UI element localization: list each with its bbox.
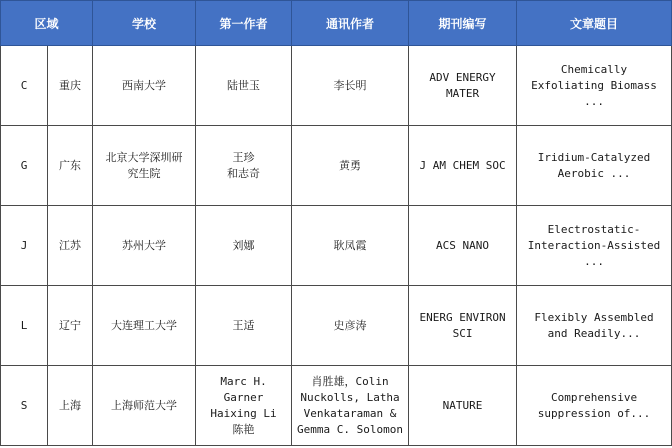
cell-school: [93, 366, 196, 446]
cell-region-letter: C: [1, 46, 48, 126]
cell-journal: [409, 46, 517, 126]
header-corresponding-author: 通讯作者: [292, 1, 409, 46]
cell-school-line: 苏州大学: [122, 238, 167, 252]
cell-first-author-line: 陆世玉: [227, 78, 261, 92]
cell-journal-line: ENERG ENVIRON: [419, 310, 506, 324]
cell-corresponding-author-line: 黄勇: [339, 158, 362, 172]
cell-school: [93, 126, 196, 206]
cell-article-title-line: Iridium-Catalyzed: [537, 150, 651, 164]
cell-journal-line: MATER: [445, 86, 480, 100]
header-row: [1, 1, 672, 46]
cell-journal-line: SCI: [452, 326, 473, 340]
cell-region-letter: L: [1, 286, 48, 366]
table-row: [1, 206, 672, 286]
cell-first-author: [196, 286, 292, 366]
cell-first-author: [196, 46, 292, 126]
cell-first-author: [196, 206, 292, 286]
cell-corresponding-author-line: Venkataraman &: [303, 406, 397, 420]
cell-school-line: 上海师范大学: [111, 398, 178, 412]
cell-article-title-line: Comprehensive: [550, 390, 638, 404]
header-school: 学校: [93, 1, 196, 46]
cell-first-author-line: 刘娜: [232, 238, 255, 252]
cell-article-title: [517, 366, 672, 446]
cell-province: 江苏: [48, 206, 93, 286]
cell-corresponding-author: [292, 126, 409, 206]
table-row: [1, 126, 672, 206]
cell-journal: [409, 366, 517, 446]
cell-province: 重庆: [48, 46, 93, 126]
cell-school-line: 究生院: [127, 166, 161, 180]
cell-corresponding-author: [292, 286, 409, 366]
cell-first-author: [196, 126, 292, 206]
cell-first-author: [196, 366, 292, 446]
cell-article-title: [517, 46, 672, 126]
cell-article-title-line: Flexibly Assembled: [534, 310, 654, 324]
cell-corresponding-author: [292, 46, 409, 126]
table-body: [1, 46, 672, 446]
cell-first-author-line: Marc H.: [220, 374, 267, 388]
cell-corresponding-author-line: 耿凤霞: [333, 238, 367, 252]
cell-corresponding-author-line: 李长明: [333, 78, 367, 92]
cell-school: [93, 46, 196, 126]
cell-article-title: [517, 286, 672, 366]
cell-journal: [409, 126, 517, 206]
cell-article-title-line: Chemically: [560, 62, 628, 76]
cell-first-author-line: 王适: [232, 318, 255, 332]
cell-region-letter: G: [1, 126, 48, 206]
table-row: [1, 286, 672, 366]
cell-region-letter: J: [1, 206, 48, 286]
cell-school: [93, 286, 196, 366]
header-article-title: 文章题目: [517, 1, 672, 46]
cell-article-title-line: ...: [584, 94, 604, 108]
cell-article-title: [517, 206, 672, 286]
cell-article-title-line: suppression of...: [537, 406, 651, 420]
cell-journal: [409, 206, 517, 286]
cell-corresponding-author: [292, 366, 409, 446]
cell-province: 辽宁: [48, 286, 93, 366]
cell-school: [93, 206, 196, 286]
table-row: [1, 46, 672, 126]
cell-province: 上海: [48, 366, 93, 446]
cell-region-letter: S: [1, 366, 48, 446]
cell-first-author-line: Haixing Li: [210, 406, 277, 420]
table-row: [1, 366, 672, 446]
cell-article-title-line: Interaction-Assisted: [527, 238, 661, 252]
cell-article-title-line: Aerobic ...: [557, 166, 631, 180]
cell-article-title: [517, 126, 672, 206]
table-header: [1, 1, 672, 46]
header-region: 区域: [1, 1, 93, 46]
cell-first-author-line: Garner: [223, 390, 264, 404]
cell-corresponding-author-line: 史彦涛: [333, 318, 367, 332]
header-journal: 期刊编写: [409, 1, 517, 46]
cell-journal-line: ACS NANO: [436, 238, 489, 252]
cell-corresponding-author-line: Nuckolls, Latha: [300, 390, 400, 404]
cell-first-author-line: 王珍: [232, 150, 255, 164]
cell-journal-line: J AM CHEM SOC: [419, 158, 506, 172]
cell-article-title-line: Exfoliating Biomass: [531, 78, 657, 92]
cell-article-title-line: Electrostatic-: [547, 222, 641, 236]
cell-journal: [409, 286, 517, 366]
cell-article-title-line: ...: [584, 254, 604, 268]
cell-journal-line: NATURE: [442, 398, 483, 412]
cell-corresponding-author-line: 肖胜雄，Colin: [311, 374, 389, 388]
cell-school-line: 北京大学深圳研: [105, 150, 183, 164]
cell-corresponding-author: [292, 206, 409, 286]
cell-article-title-line: and Readily...: [547, 326, 641, 340]
cell-school-line: 大连理工大学: [111, 318, 178, 332]
cell-first-author-line: 和志奇: [227, 166, 261, 180]
cell-corresponding-author-line: Gemma C. Solomon: [297, 422, 403, 436]
cell-school-line: 西南大学: [122, 78, 167, 92]
cell-journal-line: ADV ENERGY: [429, 70, 496, 84]
cell-first-author-line: 陈艳: [232, 422, 255, 436]
cell-province: 广东: [48, 126, 93, 206]
header-first-author: 第一作者: [196, 1, 292, 46]
